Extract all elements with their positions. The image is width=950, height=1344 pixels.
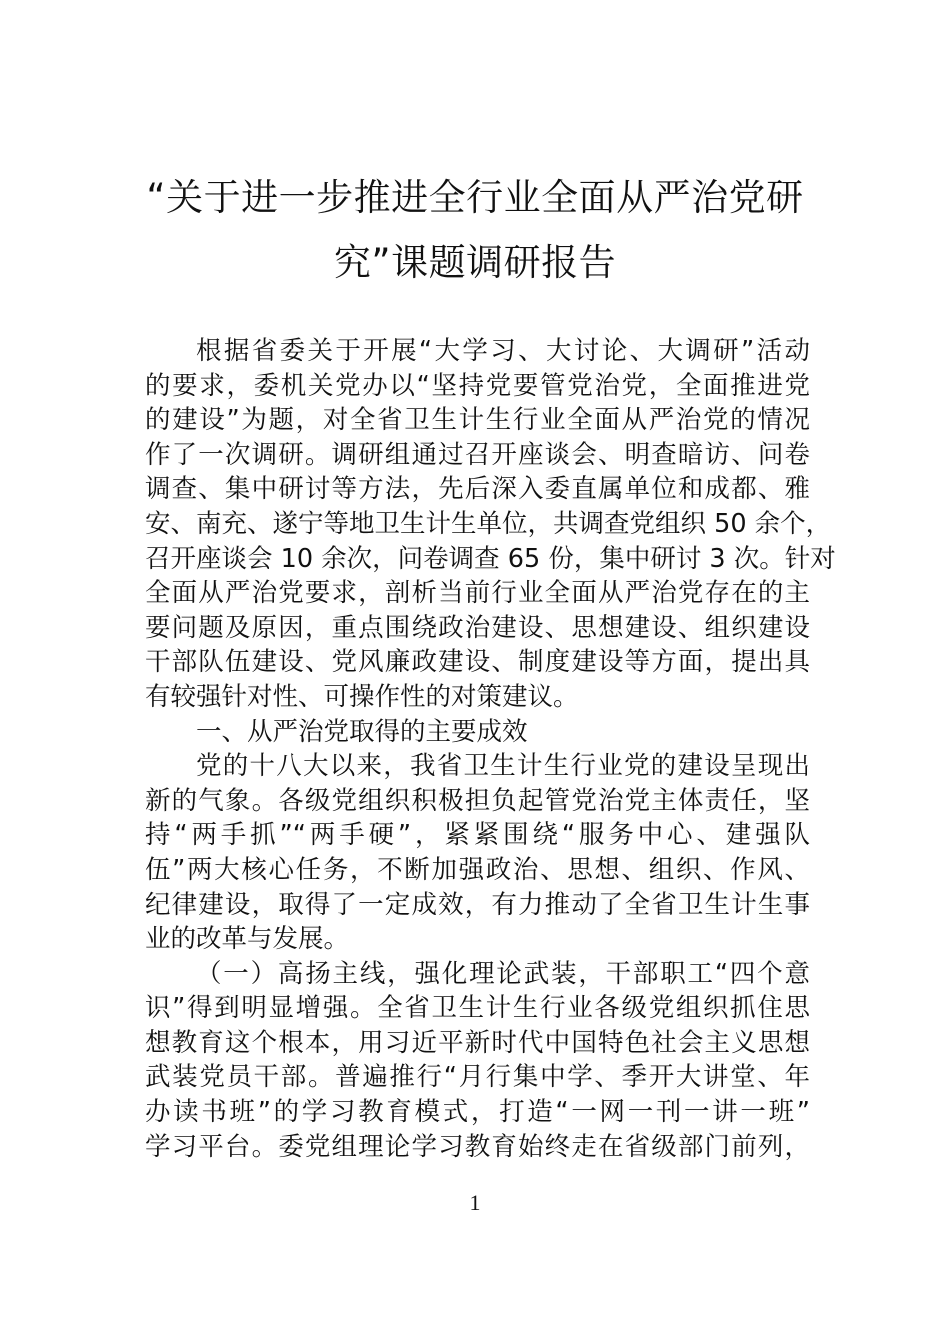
document-title-line-2: 究”课题调研报告 (333, 241, 617, 284)
text-line: 安、南充、遂宁等地卫生计生单位，共调查党组织 50 余个， (145, 508, 832, 539)
text-line: 识”得到明显增强。全省卫生计生行业各级党组织抓住思 (145, 993, 810, 1024)
text-line: 想教育这个根本，用习近平新时代中国特色社会主义思想 (145, 1027, 810, 1058)
section-heading (145, 715, 810, 750)
text-line: 召开座谈会 10 余次，问卷调查 65 份，集中研讨 3 次。针对 (145, 543, 836, 574)
text-line: 的建设”为题，对全省卫生计生行业全面从严治党的情况 (145, 405, 810, 436)
text-line: 根据省委关于开展“大学习、大讨论、大调研”活动 (196, 336, 810, 366)
text-line: 新的气象。各级党组织积极担负起管党治党主体责任，坚 (145, 785, 810, 816)
text-line: 持“两手抓”“两手硬”，紧紧围绕“服务中心、建强队 (145, 820, 810, 851)
text-line: 干部队伍建设、党风廉政建设、制度建设等方面，提出具 (145, 647, 810, 678)
text-line: 学习平台。委党组理论学习教育始终走在省级部门前列， (145, 1131, 810, 1162)
text-line: 伍”两大核心任务，不断加强政治、思想、组织、作风、 (145, 854, 810, 885)
section-heading-text: 一、从严治党取得的主要成效 (196, 716, 528, 747)
text-line: 作了一次调研。调研组通过召开座谈会、明查暗访、问卷 (145, 439, 810, 470)
text-line: 调查、集中研讨等方法，先后深入委直属单位和成都、雅 (145, 474, 810, 505)
page-number: 1 (469, 1190, 481, 1215)
paragraph-subsection-1 (145, 957, 810, 1165)
document-body (145, 334, 836, 1164)
text-line: （一）高扬主线，强化理论武装，干部职工“四个意 (196, 958, 810, 989)
paragraph-achievements-intro (145, 749, 810, 957)
paragraph-intro (145, 334, 836, 715)
text-line: 业的改革与发展。 (145, 924, 350, 955)
text-line: 党的十八大以来，我省卫生计生行业党的建设呈现出 (196, 751, 810, 782)
text-line: 的要求，委机关党办以“坚持党要管党治党，全面推进党 (145, 370, 810, 401)
text-line: 要问题及原因，重点围绕政治建设、思想建设、组织建设 (145, 612, 810, 643)
document-title-line-1: “关于进一步推进全行业全面从严治党研 (146, 176, 804, 219)
text-line: 武装党员干部。普遍推行“月行集中学、季开大讲堂、年 (145, 1062, 810, 1093)
text-line: 全面从严治党要求，剖析当前行业全面从严治党存在的主 (145, 578, 810, 609)
text-line: 纪律建设，取得了一定成效，有力推动了全省卫生计生事 (145, 889, 810, 920)
text-line: 有较强针对性、可操作性的对策建议。 (145, 681, 579, 712)
text-line: 办读书班”的学习教育模式，打造“一网一刊一讲一班” (145, 1097, 810, 1128)
